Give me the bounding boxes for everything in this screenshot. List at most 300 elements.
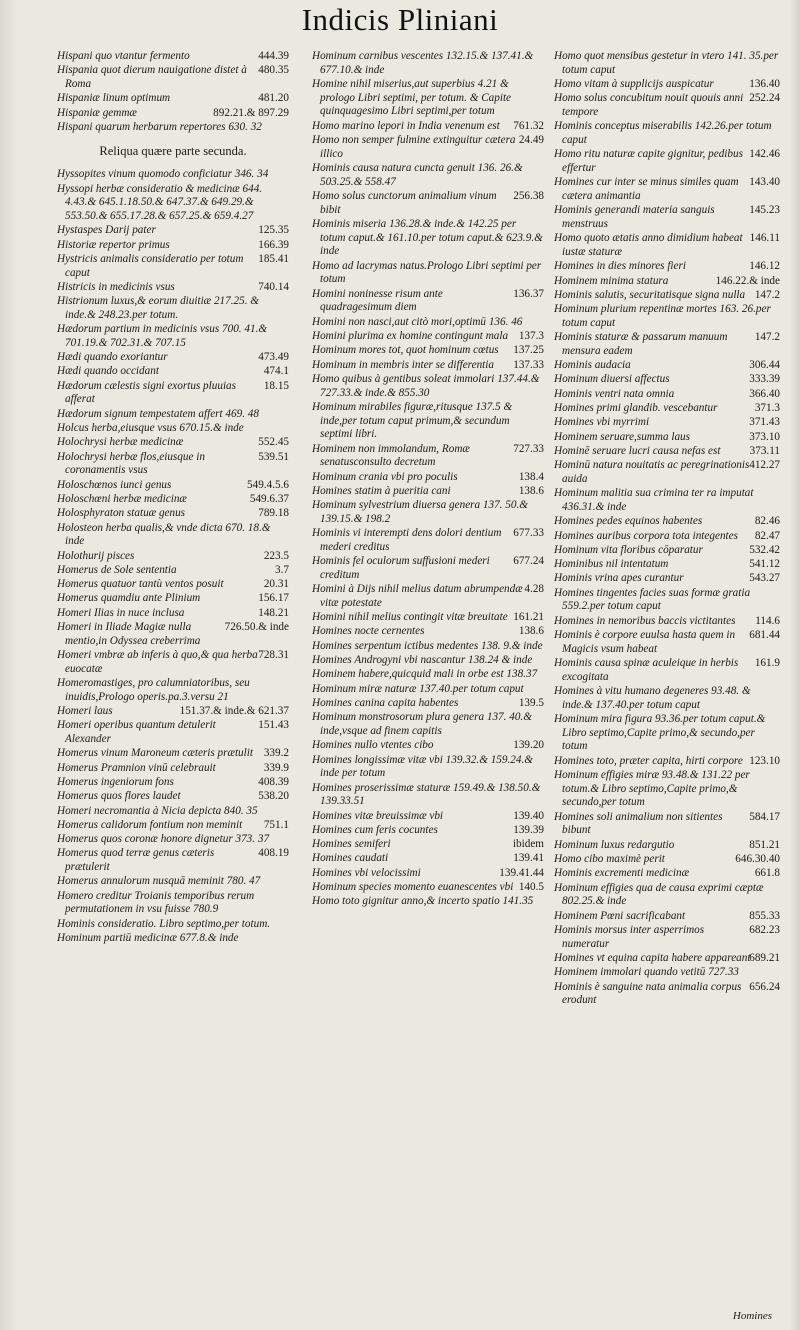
index-entry	[57, 408, 289, 422]
entry-text: Homerus annulorum nusquā meminit 780. 47	[57, 875, 261, 888]
index-entry	[57, 890, 289, 917]
entry-text: Homerus calidorum fontium non meminit	[57, 818, 243, 831]
entry-text: Homines vbi velocissimi	[312, 866, 421, 879]
page-reference: 408.39	[258, 775, 289, 788]
entry-text: Hominum partiū medicinæ 677.8.& inde	[57, 932, 239, 945]
index-entry	[554, 176, 780, 203]
entry-text: Hædi quando occidant	[57, 365, 159, 378]
entry-text: Hominum mores tot, quot hominum cœtus	[312, 344, 499, 357]
index-entry	[57, 762, 289, 776]
page-reference: 851.21	[749, 838, 780, 851]
index-entry	[312, 810, 544, 824]
page-reference: 125.35	[258, 224, 289, 237]
entry-text: Homerus ingeniorum fons	[57, 775, 174, 788]
entry-text: Homerus quos coronæ honore dignetur 373. 37	[57, 833, 270, 846]
entry-text: Homo marino lepori in India venenum est	[312, 119, 500, 132]
index-entry	[312, 120, 544, 134]
entry-text: Hominum malitia sua crimina ter ra imputat 436.31.& inde	[554, 487, 754, 513]
entry-text: Homerus vinum Maroneum cæteris prætulit	[57, 747, 253, 760]
index-entry	[554, 966, 780, 980]
index-entry	[554, 558, 780, 572]
entry-text: Holosteon herba qualis,& vnde dicta 670. 18.& inde	[57, 521, 271, 548]
catchword: Homines	[732, 1310, 772, 1322]
index-entry	[57, 436, 289, 450]
entry-text: Hominem Pœni sacrificabant	[554, 909, 686, 922]
page-reference: 371.43	[749, 416, 780, 429]
page-reference: 761.32	[513, 119, 544, 132]
entry-text: Hominis causa spinæ aculeique in herbis excogitata	[554, 657, 739, 683]
index-entry	[57, 592, 289, 606]
entry-text: Homines canina capita habentes	[312, 696, 459, 709]
index-entry	[554, 331, 780, 358]
page-reference: 740.14	[258, 280, 289, 293]
page-reference: 480.35	[258, 64, 289, 77]
page-reference: 161.21	[513, 611, 544, 624]
page-reference: 339.9	[263, 761, 289, 774]
index-entry	[57, 918, 289, 932]
entry-text: Homines semiferi	[312, 838, 391, 851]
page-reference: 408.19	[258, 847, 289, 860]
index-entry	[57, 50, 289, 64]
entry-text: Homini non nasci,aut citò mori,optimū 136. 46	[312, 315, 523, 328]
entry-text: Homini plurima ex homine contingunt mala	[312, 330, 509, 342]
index-entry	[312, 711, 544, 738]
index-entry	[57, 224, 289, 238]
index-entry	[312, 739, 544, 753]
entry-text: Homines primi glandib. vescebantur	[554, 402, 718, 415]
index-entry	[554, 910, 780, 924]
index-entry	[554, 431, 780, 445]
section-heading: Reliqua quære parte secunda.	[99, 143, 247, 158]
index-entry	[57, 833, 289, 847]
page-reference: 549.6.37	[249, 492, 289, 505]
entry-text: Hominis vrina apes curantur	[554, 572, 684, 585]
index-entry	[312, 640, 544, 654]
index-column-3	[554, 50, 780, 1009]
page-reference: 136.37	[513, 287, 544, 300]
page-title: Indicis Pliniani	[301, 2, 499, 37]
page-reference: 689.21	[749, 951, 780, 964]
entry-text: Hominem immolari quando vetitū 727.33	[554, 966, 739, 979]
index-entry	[57, 677, 289, 704]
entry-text: Homeri laus	[57, 705, 113, 718]
index-entry	[554, 260, 780, 274]
index-entry	[57, 351, 289, 365]
page-reference: 185.41	[258, 252, 289, 265]
page-reference: 306.44	[749, 359, 780, 372]
entry-text: Hominū natura nouitatis ac peregrinationis auida	[554, 459, 750, 485]
index-entry	[554, 373, 780, 387]
index-entry	[57, 932, 289, 946]
entry-text: Hominis excrementi medicinæ	[554, 867, 690, 880]
page-reference: 139.41	[513, 852, 544, 865]
entry-text: Hominis conceptus miserabilis 142.26.per totum caput	[554, 120, 772, 146]
index-entry	[312, 611, 544, 625]
entry-text: Hominum mirabiles figuræ,ritusque 137.5 & inde,per totum caput primum,& secundum septimi libri.	[312, 400, 513, 441]
entry-text: Hominis miseria 136.28.& inde.& 142.25 per totum caput.& 161.10.per totum caput.& 623.9.& inde	[312, 218, 543, 258]
index-entry	[312, 50, 544, 77]
page-reference: 151.37.& inde.& 621.37	[179, 705, 289, 718]
entry-text: Homines proserissimæ staturæ 159.49.& 138.50.& 139.33.51	[312, 781, 541, 808]
entry-text: Homini nihil melius contingit vitæ breuitate	[312, 611, 508, 624]
index-entry	[312, 162, 544, 189]
entry-text: Holcus herba,eiusque vsus 670.15.& inde	[57, 422, 244, 435]
index-entry	[57, 183, 289, 224]
entry-text: Hominis consideratio. Libro septimo,per totum.	[57, 917, 271, 930]
index-entry	[57, 239, 289, 253]
index-entry	[312, 499, 544, 526]
index-entry	[554, 515, 780, 529]
entry-text: Homeri vmbræ ab inferis à quo,& qua herba euocatæ	[57, 649, 258, 675]
index-entry	[554, 289, 780, 303]
page-reference: 584.17	[749, 810, 780, 823]
page-reference: 140.5	[518, 881, 544, 894]
entry-text: Homeri necromantia à Nicia depicta 840. 35	[57, 804, 258, 817]
entry-text: Homines in nemoribus baccis victitantes	[554, 614, 736, 627]
entry-text: Hominum monstrosorum plura genera 137. 40.& inde,vsque ad finem capitis	[312, 711, 532, 737]
index-entry	[554, 952, 780, 966]
index-entry	[554, 839, 780, 853]
page-reference: 412.27	[749, 459, 780, 472]
page-reference: 549.4.5.6	[247, 478, 289, 491]
index-entry	[57, 422, 289, 436]
page-reference: 538.20	[258, 790, 289, 803]
index-entry	[57, 819, 289, 833]
index-entry	[312, 316, 544, 330]
entry-text: Hominis salutis, securitatisque signa nulla	[554, 288, 746, 301]
page-reference: 677.24	[513, 555, 544, 568]
page-reference: 147.2	[754, 288, 780, 301]
index-entry	[554, 148, 780, 175]
index-entry	[554, 303, 780, 330]
entry-text: Hominis staturæ & passarum manuum mensura eadem	[554, 331, 728, 357]
entry-text: Hispania quot dierum nauigatione distet à Roma	[57, 64, 247, 90]
page-reference: 373.10	[749, 430, 780, 443]
page-reference: 727.33	[513, 442, 544, 455]
entry-text: Hominum diuersi affectus	[554, 373, 670, 386]
index-entry	[554, 811, 780, 838]
gutter-shadow	[0, 0, 18, 1330]
entry-text: Homerus quos flores laudet	[57, 790, 181, 803]
index-entry	[312, 443, 544, 470]
index-entry	[57, 507, 289, 521]
entry-text: Homines vt equina capita habere appareant	[554, 951, 751, 964]
index-entry	[57, 649, 289, 676]
page-reference: 474.1	[263, 365, 289, 378]
index-entry	[312, 527, 544, 554]
index-entry	[554, 924, 780, 951]
index-entry	[554, 359, 780, 373]
index-entry	[57, 92, 289, 106]
page-reference: 892.21.& 897.29	[213, 106, 289, 119]
index-entry	[312, 78, 544, 119]
page-reference: 146.22.& inde	[715, 274, 780, 287]
page-reference: 148.21	[258, 606, 289, 619]
index-entry	[312, 218, 544, 259]
index-entry	[57, 790, 289, 804]
entry-text: Homines caudati	[312, 852, 389, 865]
index-entry	[57, 776, 289, 790]
index-entry	[312, 625, 544, 639]
page-reference: 138.6	[518, 484, 544, 497]
index-entry	[57, 875, 289, 889]
page-reference: 543.27	[749, 572, 780, 585]
index-entry	[57, 747, 289, 761]
page-reference: 444.39	[258, 50, 289, 62]
entry-text: Homo vitam à supplicijs auspicatur	[554, 78, 714, 90]
index-entry	[57, 380, 289, 407]
entry-text: Homo quot mensibus gestetur in vtero 141. 35.per totum caput	[554, 50, 779, 76]
entry-text: Homerus de Sole sententia	[57, 563, 177, 576]
entry-text: Homines serpentum ictibus medentes 138. 9.& inde	[312, 639, 543, 652]
page-reference: 726.50.& inde	[224, 621, 289, 634]
index-entry	[57, 365, 289, 379]
page-reference: 138.6	[518, 625, 544, 638]
entry-text: Hædorum partium in medicinis vsus 700. 41.& 701.19.& 702.31.& 707.15	[57, 323, 268, 349]
index-entry	[312, 838, 544, 852]
page-reference: 147.2	[754, 331, 780, 344]
page-reference: 139.20	[513, 739, 544, 752]
page-reference: 166.39	[258, 238, 289, 251]
entry-text: Homines auribus corpora tota integentes	[554, 529, 738, 542]
index-entry	[554, 50, 780, 77]
page-reference: 138.4	[518, 470, 544, 483]
page-reference: 145.23	[749, 204, 780, 217]
entry-text: Hominē seruare lucri causa nefas est	[554, 444, 721, 457]
index-entry	[554, 572, 780, 586]
index-entry	[57, 705, 289, 719]
index-entry	[57, 168, 289, 182]
entry-text: Homeri operibus quantum detulerit Alexander	[57, 719, 216, 746]
page-reference: 646.30.40	[735, 853, 780, 866]
page-edge-shadow	[790, 0, 800, 1330]
page-reference: 656.24	[749, 980, 780, 993]
entry-text: Hyssopites vinum quomodo conficiatur 346. 34	[57, 168, 269, 181]
entry-text: Homine nihil miserius,aut superbius 4.21 & prologo Libri septimi, per totum. & Capite quinquagesimo Libri septimi,per totum	[312, 78, 512, 118]
index-entry	[312, 190, 544, 217]
entry-text: Homines vbi myrrimi	[554, 416, 650, 429]
index-entry	[57, 493, 289, 507]
index-entry	[57, 295, 289, 322]
page-reference: 142.46	[749, 148, 780, 161]
page-reference: 137.33	[513, 358, 544, 371]
index-entry	[57, 607, 289, 621]
index-entry	[554, 78, 780, 92]
page-reference: 3.7	[275, 563, 289, 576]
entry-text: Homo toto gignitur anno,& incerto spatio 141.35	[312, 895, 534, 908]
page-reference: 481.20	[258, 92, 289, 105]
entry-text: Holochrysi herbæ flos,eiusque in coronamentis vsus	[57, 450, 205, 477]
index-column-2	[312, 50, 544, 910]
entry-text: Homeri Ilias in nuce inclusa	[57, 606, 185, 619]
entry-text: Holosphyraton statuæ genus	[57, 507, 186, 520]
page-reference: 677.33	[513, 527, 544, 540]
entry-text: Holochrysi herbæ medicinæ	[57, 436, 184, 449]
page-reference: 24.49	[518, 134, 544, 146]
page-reference: 146.11	[749, 232, 780, 245]
index-entry	[57, 719, 289, 746]
page-reference: 146.12	[749, 260, 780, 273]
index-entry	[312, 697, 544, 711]
page-reference: 137.25	[513, 344, 544, 357]
entry-text: Homines nocte cernentes	[312, 625, 425, 638]
index-entry	[554, 459, 780, 486]
page-reference: 339.2	[263, 747, 289, 760]
entry-text: Hominis generandi materia sanguis menstruus	[554, 204, 715, 230]
index-column-1	[57, 50, 289, 946]
entry-text: Hominum crania vbi pro poculis	[312, 470, 458, 483]
entry-text: Hominis morsus inter asperrimos numeratur	[554, 923, 705, 950]
index-entry	[554, 92, 780, 119]
entry-text: Homerus quod terræ genus cæteris prætulerit	[57, 847, 215, 874]
index-entry	[312, 288, 544, 315]
entry-text: Holoschœnos iunci genus	[57, 478, 172, 491]
page-reference: 4.28	[524, 583, 544, 596]
entry-text: Hominum sylvestrium diuersa genera 137. 50.& 139.15.& 198.2	[312, 499, 528, 525]
page-reference: 256.38	[513, 190, 544, 202]
index-entry	[312, 373, 544, 400]
index-entry	[554, 445, 780, 459]
entry-text: Homerus Pramnion vinū celebrauit	[57, 761, 216, 774]
index-entry	[554, 587, 780, 614]
entry-text: Hominis è corpore euulsa hasta quem in Magicis vsum habeat	[554, 629, 736, 655]
entry-text: Hædi quando exoriantur	[57, 351, 168, 364]
index-entry	[554, 853, 780, 867]
entry-text: Hominis ventri nata omnia	[554, 387, 675, 400]
entry-text: Homines toto, præter capita, hirti corpore	[554, 754, 743, 767]
entry-text: Hominis fel oculorum suffusioni mederi creditum	[312, 555, 490, 581]
entry-text: Hominis vi interempti dens dolori dentium mederi creditus	[312, 527, 502, 553]
entry-text: Homines statim à pueritia cani	[312, 484, 451, 497]
index-entry	[554, 882, 780, 909]
entry-text: Hominum in membris inter se differentia	[312, 358, 494, 371]
entry-text: Homines in dies minores fieri	[554, 260, 686, 273]
page-reference: 789.18	[258, 507, 289, 520]
entry-text: Homo solus concubitum nouit quouis anni tempore	[554, 92, 744, 118]
entry-text: Holoschœni herbæ medicinæ	[57, 492, 187, 505]
index-entry	[554, 615, 780, 629]
page-reference: 252.24	[749, 92, 780, 105]
index-entry	[554, 120, 780, 147]
index-entry	[554, 530, 780, 544]
entry-text: Hispani quo vtantur fermento	[57, 50, 190, 62]
entry-text: Homines tingentes facies suas formæ gratia 559.2.per totum caput	[554, 586, 751, 613]
page-reference: 661.8	[754, 867, 780, 880]
entry-text: Hominum effigies miræ 93.48.& 131.22 per totum.& Libro septimo,Capite primo,& secundo,per totum	[554, 769, 750, 809]
index-entry	[312, 754, 544, 781]
index-entry	[554, 867, 780, 881]
page-reference: 751.1	[263, 818, 289, 831]
page-reference: 137.3	[518, 330, 544, 342]
entry-text: Hominibus nil intentatum	[554, 558, 669, 571]
index-entry	[312, 330, 544, 344]
entry-text: Homines longissimæ vitæ vbi 139.32.& 159.24.& inde per totum	[312, 753, 533, 780]
index-entry	[57, 847, 289, 874]
page-reference: 333.39	[749, 373, 780, 386]
entry-text: Hominum vita floribus cōparatur	[554, 543, 703, 556]
entry-text: Hominem habere,quicquid mali in orbe est 138.37	[312, 668, 538, 681]
index-entry	[312, 485, 544, 499]
entry-text: Hominem seruare,summa laus	[554, 430, 691, 443]
page-reference: 139.40	[513, 809, 544, 822]
index-entry	[312, 867, 544, 881]
entry-text: Histrionum luxus,& eorum diuitiæ 217.25. & inde.& 248.23.per totum.	[57, 295, 260, 321]
entry-text: Homines vitæ breuissimæ vbi	[312, 809, 444, 822]
entry-text: Homines cum feris cocuntes	[312, 823, 438, 836]
page-reference: 366.40	[749, 387, 780, 400]
page-reference: ibidem	[512, 838, 544, 851]
entry-text: Homini à Dijs nihil melius datum abrumpendæ vitæ potestate	[312, 583, 523, 609]
index-entry	[554, 685, 780, 712]
page-reference: 855.33	[749, 909, 780, 922]
page-reference: 532.42	[749, 543, 780, 556]
index-entry	[312, 668, 544, 682]
entry-text: Hominum carnibus vescentes 132.15.& 137.41.& 677.10.& inde	[312, 50, 534, 76]
index-entry	[554, 544, 780, 558]
entry-text: Homo solus cunctorum animalium vinum bibit	[312, 190, 497, 216]
index-entry	[312, 782, 544, 809]
page-reference: 114.6	[755, 614, 780, 627]
page-reference: 139.41.44	[499, 866, 544, 879]
index-entry	[57, 253, 289, 280]
page-reference: 223.5	[263, 549, 289, 562]
entry-text: Homerus quatuor tantù ventos posuit	[57, 578, 224, 591]
entry-text: Homeromastiges, pro calumniatoribus, seu inuidis,Prologo operis.pa.3.versu 21	[57, 677, 250, 703]
page-reference: 143.40	[749, 176, 780, 189]
index-entry	[312, 471, 544, 485]
index-entry	[312, 555, 544, 582]
page-reference: 682.23	[749, 923, 780, 936]
page-reference: 728.31	[258, 649, 289, 662]
index-entry	[312, 881, 544, 895]
index-entry	[312, 852, 544, 866]
entry-text: Hystaspes Darij pater	[57, 224, 156, 237]
entry-text: Homo ad lacrymas natus.Prologo Libri septimi per totum	[312, 259, 542, 286]
index-entry	[312, 260, 544, 287]
page-reference: 552.45	[258, 436, 289, 449]
index-entry	[57, 479, 289, 493]
index-entry	[554, 388, 780, 402]
index-entry	[554, 275, 780, 289]
index-entry	[312, 895, 544, 909]
entry-text: Hispaniæ gemmæ	[57, 106, 137, 119]
entry-text: Homo ritu naturæ capite gignitur, pedibus effertur	[554, 148, 743, 174]
index-entry	[312, 134, 544, 161]
entry-text: Homo quoto ætatis anno dimidium habeat iustæ staturæ	[554, 232, 743, 258]
entry-text: Hominum miræ naturæ 137.40.per totum caput	[312, 682, 524, 695]
index-entry	[312, 583, 544, 610]
entry-text: Homines soli animalium non sitientes bibunt	[554, 810, 723, 837]
entry-text: Homines nullo vtentes cibo	[312, 739, 434, 752]
index-entry	[57, 805, 289, 819]
entry-text: Homines cur inter se minus similes quam cætera animantia	[554, 176, 739, 202]
entry-text: Homero creditur Troianis temporibus rerum permutationem in vsu fuisse 780.9	[57, 889, 255, 916]
index-entry	[57, 121, 289, 135]
index-entry	[57, 578, 289, 592]
index-entry	[554, 402, 780, 416]
index-entry	[312, 401, 544, 442]
entry-text: Hominum plurium repentinæ mortes 163. 26.per totum caput	[554, 303, 771, 329]
entry-text: Homini noninesse risum ante quadragesimum diem	[312, 287, 443, 314]
entry-text: Homerus quamdiu ante Plinium	[57, 592, 201, 605]
index-entry	[554, 232, 780, 259]
page-reference: 82.47	[754, 529, 780, 542]
entry-text: Hominem non immolandum, Romæ senatusconsulto decretum	[312, 442, 470, 469]
entry-text: Hispaniæ linum optimum	[57, 92, 171, 105]
entry-text: Hominum effigies qua de causa exprimi cæptæ 802.25.& inde	[554, 881, 764, 908]
page-reference: 473.49	[258, 351, 289, 364]
page-reference: 139.39	[513, 823, 544, 836]
